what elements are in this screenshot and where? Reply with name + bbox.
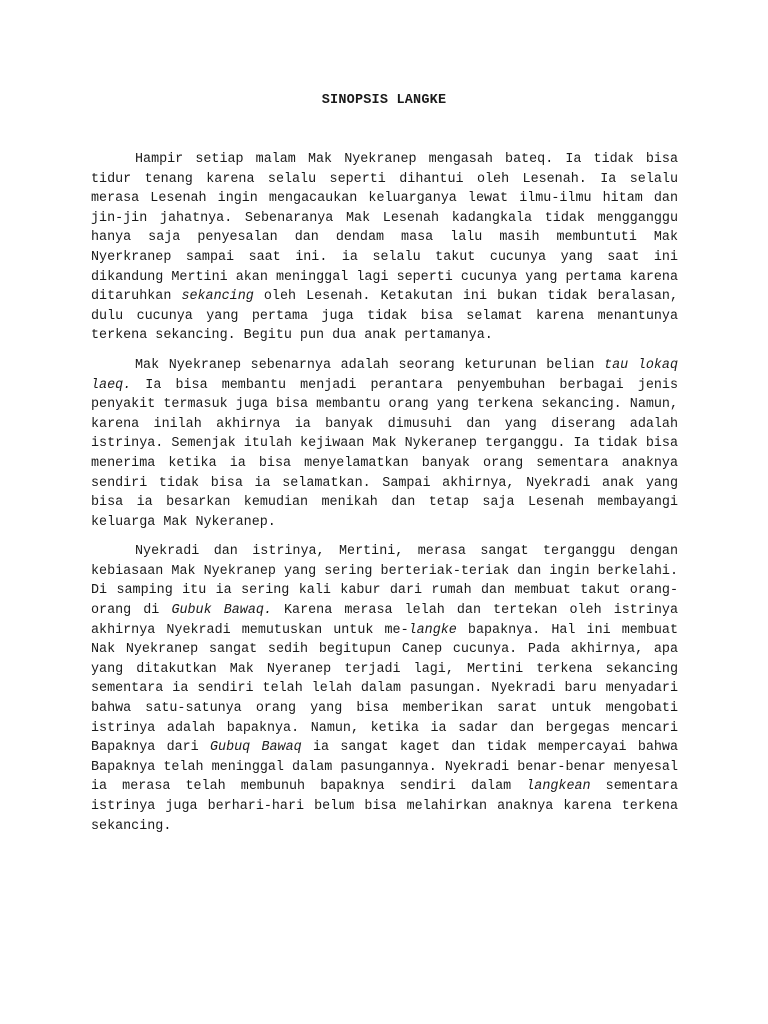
paragraph-2 xyxy=(91,356,678,532)
document-title: SINOPSIS LANGKE xyxy=(321,93,447,108)
paragraph-3 xyxy=(91,542,678,836)
paragraph-1-run: oleh Lesenah. Ketakutan ini bukan tidak beralasan, dulu cucunya yang pertama juga tidak bisa selamat karena menantunya terkena sekancing. Begitu pun dua anak pertamanya. xyxy=(91,289,678,344)
paragraph-1-run: Hampir setiap malam Mak Nyekranep mengasah bateq. Ia tidak bisa tidur tenang karena selalu seperti dihantui oleh Lesenah. Ia selalu merasa Lesenah ingin mengacaukan keluarganya lewat ilmu-ilmu hitam dan jin-jin jahatnya. Sebenaranya Mak Lesenah kadangkala tidak mengganggu hanya saja penyesalan dan dendam masa lalu masih membuntuti Mak Nyerkranep sampai saat ini. ia selalu takut cucunya yang saat ini dikandung Mertini akan meninggal lagi seperti cucunya yang pertama karena ditaruhkan xyxy=(91,152,678,305)
document-body xyxy=(91,150,678,846)
paragraph-2-run: Ia bisa membantu menjadi perantara penyembuhan berbagai jenis penyakit termasuk juga bisa membantu orang yang terkena sekancing. Namun, karena inilah akhirnya ia banyak dimusuhi dan yang diserang adalah istrinya. Semenjak itulah kejiwaan Mak Nykeranep terganggu. Ia tidak bisa menerima ketika ia bisa menyelamatkan banyak orang sementara anaknya sendiri tidak bisa ia selamatkan. Sampai akhirnya, Nyekradi anak yang bisa ia besarkan kemudian menikah dan tetap saja Lesenah membayangi keluarga Mak Nykeranep. xyxy=(91,377,678,530)
italic-term-langke: langke xyxy=(408,622,457,638)
italic-term-sekancing: sekancing xyxy=(181,289,254,305)
paragraph-3-run: sementara istrinya juga berhari-hari belum bisa melahirkan anaknya karena terkena sekancing. xyxy=(91,779,678,834)
paragraph-3-run: bapaknya. Hal ini membuat Nak Nyekranep sangat sedih begitupun Canep cucunya. Pada akhirnya, apa yang ditakutkan Mak Nyeranep terjadi lagi, Mertini terkena sekancing sementara ia sendiri telah lelah dalam pasungan. Nyekradi baru menyadari bahwa satu-satunya orang yang bisa memberikan sarat untuk mengobati istrinya adalah bapaknya. Namun, ketika ia sadar dan bergegas mencari Bapaknya dari xyxy=(91,622,678,756)
italic-term-tau-lokaq-laeq: tau lokaq laeq. xyxy=(91,357,678,393)
italic-term-gubuq-bawaq: Gubuq Bawaq xyxy=(210,740,302,756)
paragraph-3-run: Karena merasa lelah dan tertekan oleh istrinya akhirnya Nyekradi memutuskan untuk me- xyxy=(91,603,678,638)
paragraph-2-run: Mak Nyekranep sebenarnya adalah seorang keturunan belian xyxy=(135,357,605,373)
paragraph-3-run: ia sangat kaget dan tidak mempercayai bahwa Bapaknya telah meninggal dalam pasungannya. Nyekradi benar-benar menyesal ia merasa telah membunuh bapaknya sendiri dalam xyxy=(91,740,679,795)
paragraph-3-run: Nyekradi dan istrinya, Mertini, merasa sangat terganggu dengan kebiasaan Mak Nyekranep yang sering berteriak-teriak dan ingin berkelahi. Di samping itu ia sering kali kabur dari rumah dan membuat takut orang-orang di xyxy=(91,544,678,619)
paragraph-1 xyxy=(91,150,678,346)
italic-term-gubuk-bawaq: Gubuk Bawaq. xyxy=(171,603,272,619)
italic-term-langkean: langkean xyxy=(526,779,591,795)
